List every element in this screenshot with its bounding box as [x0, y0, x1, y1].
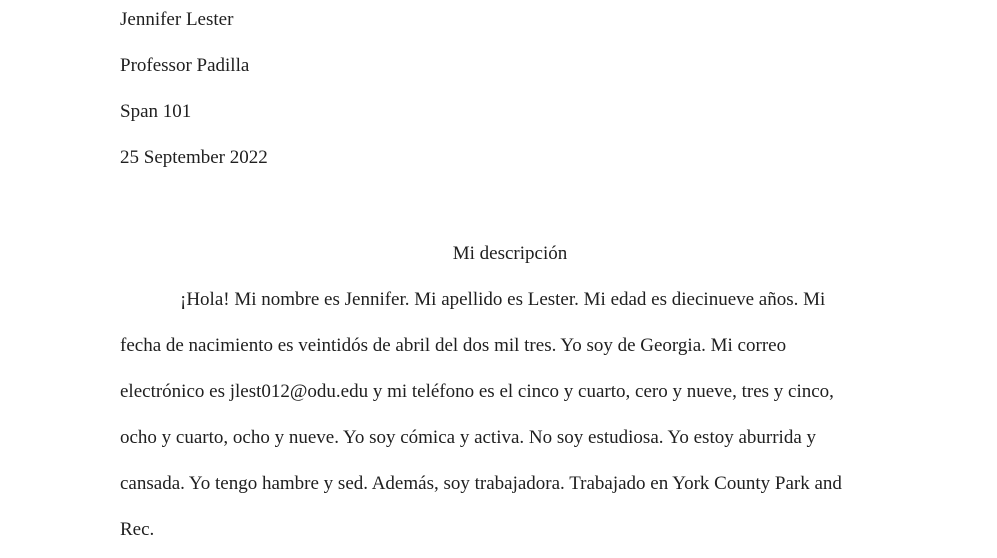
- body-line-3: electrónico es jlest012@odu.edu y mi teléfono es el cinco y cuarto, cero y nueve, tres y cinco,: [120, 381, 834, 402]
- body-line-5: cansada. Yo tengo hambre y sed. Además, soy trabajadora. Trabajado en York County Park and: [120, 473, 842, 494]
- document-date: 25 September 2022: [120, 147, 268, 168]
- body-line-6: Rec.: [120, 519, 155, 540]
- document-title: Mi descripción: [452, 243, 568, 264]
- course-name: Span 101: [120, 101, 192, 122]
- body-line-2: fecha de nacimiento es veintidós de abril del dos mil tres. Yo soy de Georgia. Mi correo: [120, 335, 787, 356]
- author-name: Jennifer Lester: [120, 9, 234, 30]
- body-line-4: ocho y cuarto, ocho y nueve. Yo soy cómica y activa. No soy estudiosa. Yo estoy aburrida y: [120, 427, 817, 448]
- body-line-1: ¡Hola! Mi nombre es Jennifer. Mi apellido es Lester. Mi edad es diecinueve años. Mi: [180, 289, 826, 310]
- professor-name: Professor Padilla: [120, 55, 250, 76]
